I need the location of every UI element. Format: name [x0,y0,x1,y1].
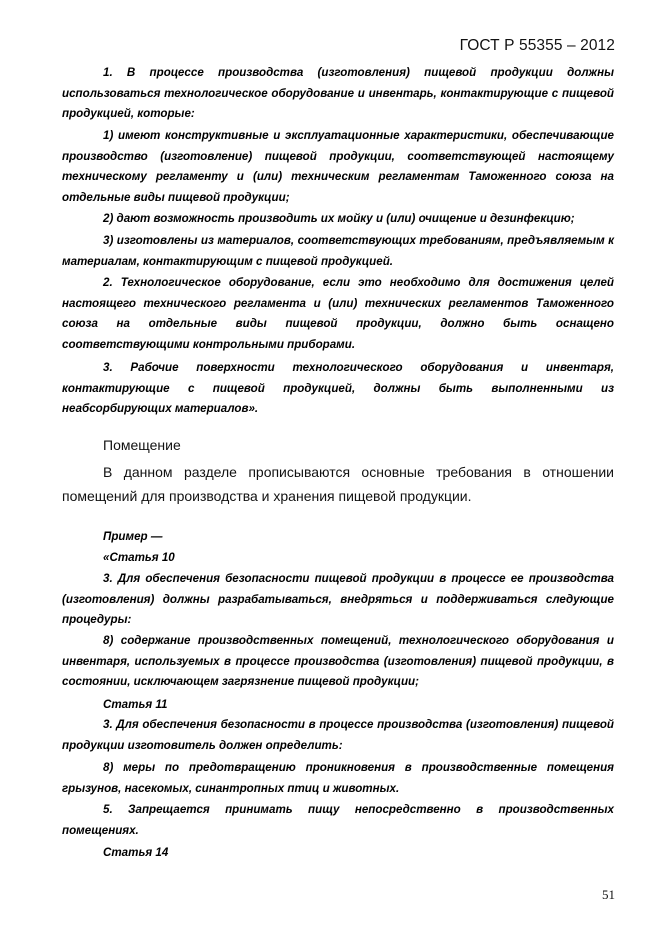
section-description: В данном разделе прописываются основные требования в отношении помещений для производства и хранения пищевой продукции. [62,464,614,504]
article-11-heading: Статья 11 [103,698,168,711]
example-paragraph-eating-ban: 5. Запрещается принимать пищу непосредственно в производственных помещениях. [62,803,614,837]
example-paragraph-manufacturer: 3. Для обеспечения безопасности в процессе производства (изготовления) пищевой продукции изготовитель должен определить: [62,718,614,752]
list-item-2: 2) дают возможность производить их мойку и (или) очищение и дезинфекцию; [103,212,575,225]
example-paragraph-procedures: 3. Для обеспечения безопасности пищевой продукции в процессе ее производства (изготовления) должны разрабатываться, внедряться и поддерживаться следующие процедуры: [62,572,614,627]
paragraph-equipment-requirements: 1. В процессе производства (изготовления) пищевой продукции должны использоваться технологическое оборудование и инвентарь, контактирующие с пищевой продукцией, которые: [62,66,614,121]
article-14-heading: Статья 14 [103,846,169,859]
list-item-3: 3) изготовлены из материалов, соответствующих требованиям, предъявляемым к материалам, контактирующим с пищевой продукцией. [62,234,614,268]
paragraph-work-surfaces: 3. Рабочие поверхности технологического оборудования и инвентаря, контактирующие с пищевой продукцией, должны быть выполненными из неабсорбирующих материалов». [62,361,614,416]
list-item-1: 1) имеют конструктивные и эксплуатационные характеристики, обеспечивающие производство (изготовление) пищевой продукции, соответствующей настоящему техническому регламенту и (или) техническим регламентам Таможенного союза на отдельные виды пищевой продукции; [62,129,614,204]
example-item-premises-maintenance: 8) содержание производственных помещений, технологического оборудования и инвентаря, используемых в процессе производства (изготовления) пищевой продукции, в состоянии, исключающем загрязнение пищевой продукции; [62,634,614,689]
example-label: Пример — [103,530,163,543]
paragraph-control-instruments: 2. Технологическое оборудование, если это необходимо для достижения целей настоящего технического регламента и (или) технических регламентов Таможенного союза на отдельные виды пищевой продукции, должно быть оснащено соответствующими контрольными приборами. [62,276,614,351]
article-10-heading: «Статья 10 [103,551,175,564]
document-header: ГОСТ Р 55355 – 2012 [459,37,615,54]
page-number: 51 [602,887,615,902]
section-title: Помещение [103,437,181,453]
example-item-pest-control: 8) меры по предотвращению проникновения в производственные помещения грызунов, насекомых, синантропных птиц и животных. [62,761,614,795]
